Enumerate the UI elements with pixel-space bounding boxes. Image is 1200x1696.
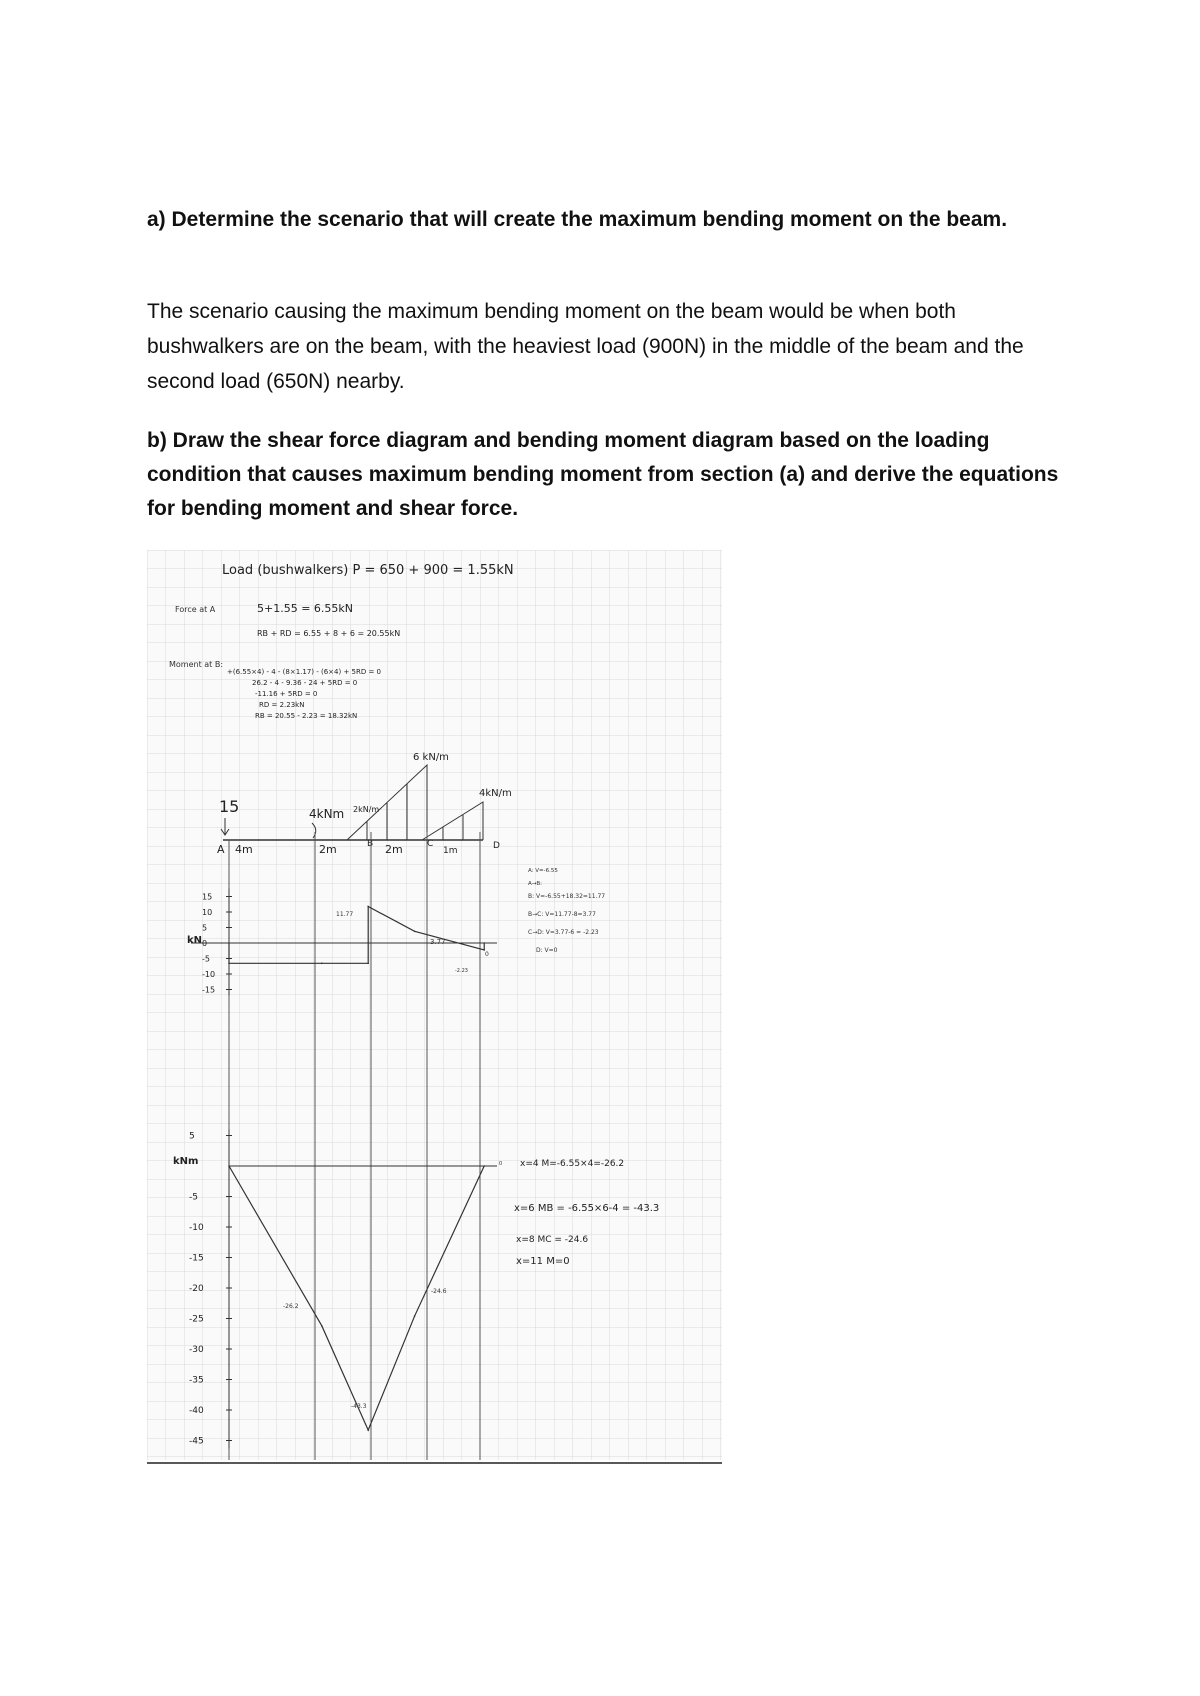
beam-point-d: D (493, 841, 500, 851)
moment-point (367, 1429, 369, 1431)
moment-line: RB = 20.55 - 2.23 = 18.32kN (255, 712, 358, 720)
shear-tick-label: -5 (202, 954, 210, 964)
shear-equation: A→B: (528, 881, 542, 887)
shear-point (228, 963, 230, 965)
moment-equation: x=11 M=0 (516, 1256, 570, 1267)
shear-point (367, 906, 369, 908)
moment-line: -11.16 + 5RD = 0 (255, 690, 318, 698)
moment-line: RD = 2.23kN (259, 701, 305, 709)
question-b-heading: b) Draw the shear force diagram and bending moment diagram based on the loading condition that causes maximum bending moment from section (a) and derive the equations for bending moment and shear force. (147, 429, 1059, 520)
shear-tick-label: -10 (202, 970, 216, 979)
shear-unit-label: kN (187, 935, 203, 946)
moment-tick-label: -45 (189, 1436, 204, 1447)
question-a-heading: a) Determine the scenario that will create the maximum bending moment on the beam. (147, 208, 1008, 231)
beam-segment-length: 1m (443, 846, 458, 856)
shear-tick-label: 10 (202, 908, 213, 917)
shear-equation: A: V=-6.55 (528, 868, 558, 874)
beam-point-c: C (427, 839, 434, 849)
moment-tick-label: -30 (189, 1345, 204, 1355)
moment-unit-label: kNm (173, 1156, 199, 1167)
udl-peak-label: 6 kN/m (413, 752, 449, 763)
moment-tick-label: -40 (189, 1406, 204, 1416)
shear-point (367, 963, 369, 965)
shear-point (228, 942, 230, 944)
moment-data-label: 0 (499, 1161, 503, 1167)
load-line: Load (bushwalkers) P = 650 + 900 = 1.55kN (222, 563, 514, 578)
shear-point (414, 931, 416, 933)
beam-point-b: B (367, 839, 374, 849)
shear-equation: B→C: V=11.77-8=3.77 (528, 911, 596, 918)
moment-data-label: -43.3 (351, 1403, 367, 1410)
udl-mid-label: 2kN/m (353, 805, 380, 814)
question-a-answer: The scenario causing the maximum bending moment on the beam would be when both bushwalkers are on the beam, with the heaviest load (900N) in the middle of the beam and the second load (650N) nearby. (147, 300, 1024, 393)
beam-segment-length: 2m (385, 843, 403, 856)
shear-equation: D: V=0 (536, 947, 558, 954)
shear-data-label: 3.77 (430, 938, 446, 946)
moment-point (228, 1165, 230, 1167)
moment-load-label: 4kNm (309, 807, 345, 821)
shear-tick-label: 0 (202, 939, 208, 948)
moment-data-label: -26.2 (283, 1303, 299, 1310)
beam-point-a: A (217, 843, 225, 856)
moment-point (483, 1165, 485, 1167)
shear-tick-label: 15 (202, 892, 213, 902)
moment-equation: x=6 MB = -6.55×6-4 = -43.3 (514, 1203, 660, 1214)
udl-end-label: 4kN/m (479, 788, 512, 799)
moment-tick-label: -20 (189, 1284, 204, 1294)
moment-at-b-label: Moment at B: (169, 660, 224, 669)
point-load-label: 15 (219, 797, 240, 816)
moment-equation: x=4 M=-6.55×4=-26.2 (520, 1159, 625, 1169)
moment-data-label: -24.6 (431, 1288, 447, 1295)
moment-tick-label: -10 (189, 1223, 204, 1233)
reaction-sum: RB + RD = 6.55 + 8 + 6 = 20.55kN (257, 629, 401, 638)
shear-tick-label: -15 (202, 985, 216, 995)
handwritten-solution-figure (147, 550, 722, 1465)
moment-point (321, 1325, 323, 1327)
moment-point (414, 1315, 416, 1317)
shear-data-label: -2.23 (455, 968, 468, 974)
graph-paper-grid (147, 550, 722, 1460)
shear-data-label: 0 (485, 951, 489, 958)
moment-tick-label: -25 (189, 1314, 204, 1325)
moment-line: +(6.55×4) - 4 - (8×1.17) - (6×4) + 5RD = 0 (227, 668, 382, 676)
moment-tick-label: -35 (189, 1375, 204, 1386)
moment-equation: x=8 MC = -24.6 (516, 1235, 589, 1245)
force-at-a: 5+1.55 = 6.55kN (257, 602, 354, 615)
beam-segment-length: 4m (235, 843, 253, 856)
moment-tick-label: -15 (189, 1253, 204, 1264)
shear-data-label: 11.77 (336, 911, 354, 918)
shear-equation: C→D: V=3.77-6 = -2.23 (528, 929, 599, 936)
shear-tick-label: 5 (202, 923, 208, 933)
shear-point (483, 942, 485, 944)
beam-segment-length: 2m (319, 843, 337, 856)
shear-point (321, 963, 323, 965)
moment-tick-label: 5 (189, 1131, 195, 1142)
moment-tick-label: -5 (189, 1192, 198, 1203)
moment-line: 26.2 - 4 - 9.36 - 24 + 5RD = 0 (252, 679, 358, 687)
shear-equation: B: V=-6.55+18.32=11.77 (528, 893, 606, 900)
force-at-a-label: Force at A (175, 605, 216, 614)
